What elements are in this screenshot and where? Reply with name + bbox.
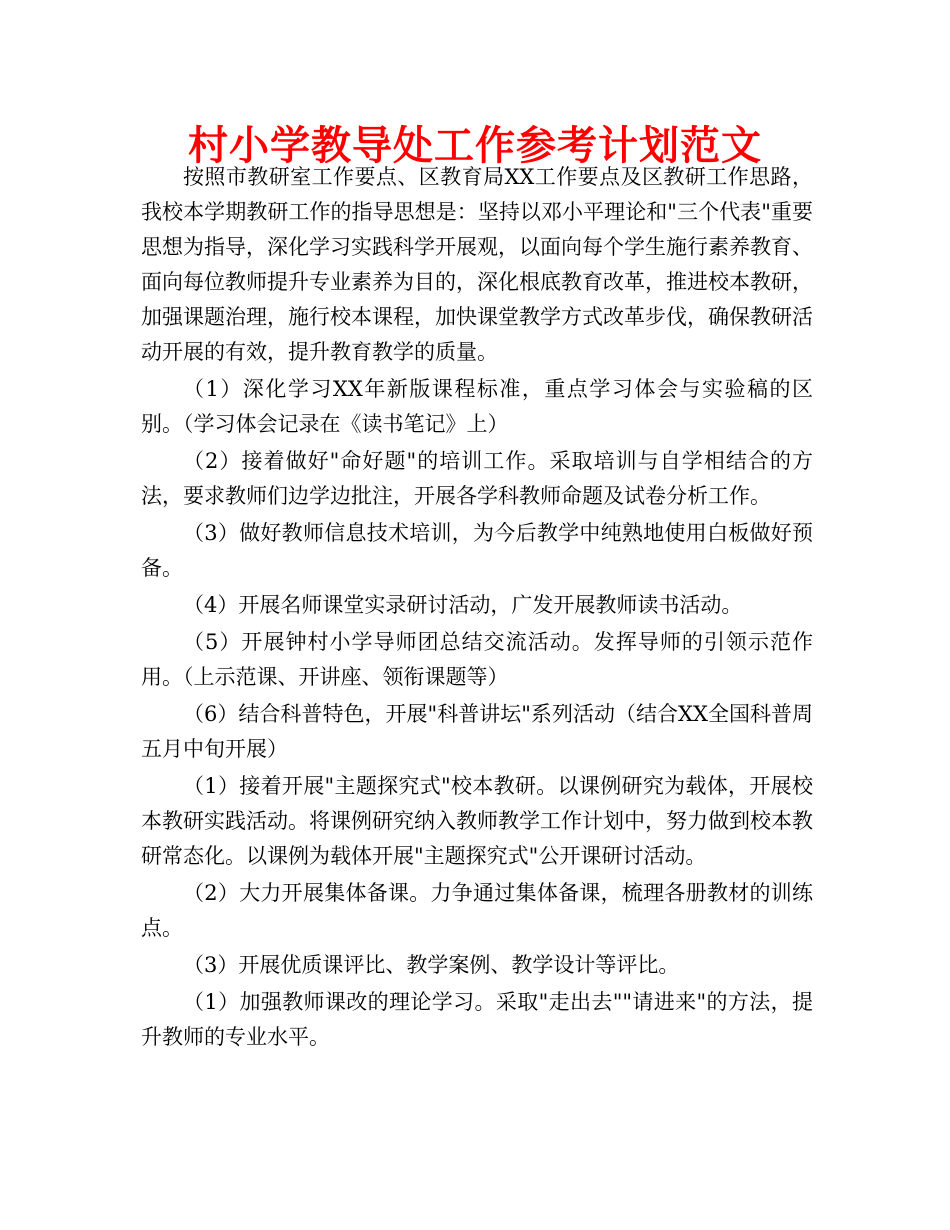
paragraph-item: （1）接着开展"主题探究式"校本教研。以课例研究为载体，开展校本教研实践活动。将课例研究纳入教师教学工作计划中，努力做到校本教研常态化。以课例为载体开展"主题探究式"公开课研讨活动。 xyxy=(141,774,813,868)
document-title: 村小学教导处工作参考计划范文 xyxy=(188,123,762,169)
paragraph-item: （5）开展钟村小学导师团总结交流活动。发挥导师的引领示范作用。（上示范课、开讲座、领衔课题等） xyxy=(141,630,813,689)
paragraph-item: （1）深化学习XX年新版课程标准，重点学习体会与实验稿的区别。（学习体会记录在《读书笔记》上） xyxy=(141,377,813,436)
paragraph-item: （2）接着做好"命好题"的培训工作。采取培训与自学相结合的方法，要求教师们边学边批注，开展各学科教师命题及试卷分析工作。 xyxy=(141,449,813,508)
paragraph-item: （4）开展名师课堂实录研讨活动，广发开展教师读书活动。 xyxy=(183,593,743,617)
paragraph-item: （3）开展优质课评比、教学案例、教学设计等评比。 xyxy=(183,953,680,977)
paragraph-item: （1）加强教师课改的理论学习。采取"走出去""请进来"的方法，提升教师的专业水平。 xyxy=(141,990,813,1049)
document-body xyxy=(141,160,813,1057)
paragraph-item: （6）结合科普特色，开展"科普讲坛"系列活动（结合XX全国科普周五月中旬开展） xyxy=(141,702,813,761)
paragraph-item: （3）做好教师信息技术培训，为今后教学中纯熟地使用白板做好预备。 xyxy=(141,521,813,580)
paragraph-intro: 按照市教研室工作要点、区教育局XX工作要点及区教研工作思路，我校本学期教研工作的指导思想是：坚持以邓小平理论和"三个代表"重要思想为指导，深化学习实践科学开展观，以面向每个学生施行素养教育、面向每位教师提升专业素养为目的，深化根底教育改革，推进校本教研，加强课题治理，施行校本课程，加快课堂教学方式改革步伐，确保教研活动开展的有效，提升教育教学的质量。 xyxy=(141,165,813,364)
paragraph-item: （2）大力开展集体备课。力争通过集体备课，梳理各册教材的训练点。 xyxy=(141,881,813,940)
